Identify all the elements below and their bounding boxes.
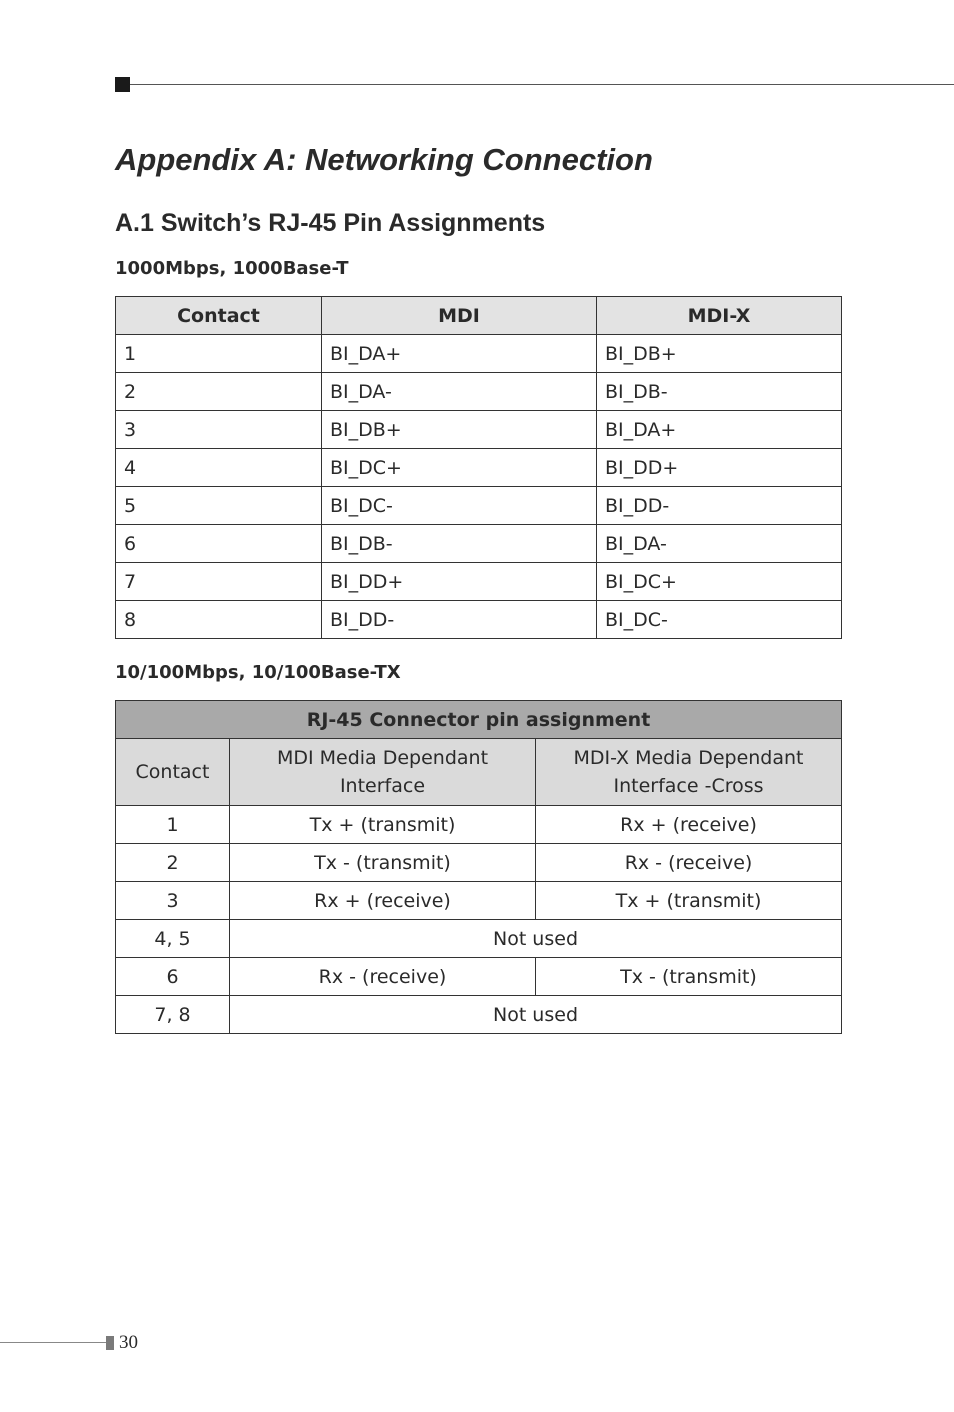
- mdi-cell: BI_DC+: [322, 449, 597, 487]
- mdi-x-cell: Tx - (transmit): [536, 958, 842, 996]
- mdi-cell: BI_DD-: [322, 601, 597, 639]
- table-row: [116, 958, 842, 996]
- contact-cell: 2: [116, 844, 230, 882]
- mdi-cell: BI_DD+: [322, 563, 597, 601]
- not-used-cell: Not used: [230, 996, 842, 1034]
- header-rule: [130, 84, 954, 85]
- contact-cell: 7, 8: [116, 996, 230, 1034]
- mdi-x-cell: Rx + (receive): [536, 806, 842, 844]
- page-number: 30: [119, 1332, 138, 1353]
- contact-cell: 2: [116, 373, 322, 411]
- contact-cell: 3: [116, 882, 230, 920]
- mdi-x-cell: BI_DC-: [597, 601, 842, 639]
- contact-cell: 1: [116, 335, 322, 373]
- header-square-marker: [115, 77, 130, 92]
- table-row: [116, 373, 842, 411]
- table-row: [116, 525, 842, 563]
- footer-rule: [0, 1342, 106, 1343]
- mdi-cell: Tx + (transmit): [230, 806, 536, 844]
- footer-square-marker: [106, 1336, 114, 1350]
- table-row: [116, 601, 842, 639]
- contact-cell: 6: [116, 525, 322, 563]
- table-caption-row: [116, 701, 842, 739]
- table-row: [116, 844, 842, 882]
- mdi-x-cell: BI_DB+: [597, 335, 842, 373]
- mdi-cell: BI_DA-: [322, 373, 597, 411]
- contact-cell: 7: [116, 563, 322, 601]
- contact-cell: 4: [116, 449, 322, 487]
- table-row: [116, 563, 842, 601]
- mdi-x-cell: BI_DD-: [597, 487, 842, 525]
- table-row: [116, 335, 842, 373]
- table-row: [116, 882, 842, 920]
- mdi-x-cell: Rx - (receive): [536, 844, 842, 882]
- gigabit-heading: 1000Mbps, 1000Base-T: [115, 258, 349, 279]
- contact-cell: 8: [116, 601, 322, 639]
- mdi-cell: BI_DC-: [322, 487, 597, 525]
- column-header-mdi-x: MDI-X: [597, 297, 842, 335]
- column-header-mdi: MDI Media Dependant Interface: [230, 739, 536, 806]
- mdi-cell: BI_DB+: [322, 411, 597, 449]
- contact-cell: 3: [116, 411, 322, 449]
- mdi-cell: Tx - (transmit): [230, 844, 536, 882]
- section-heading: A.1 Switch’s RJ-45 Pin Assignments: [115, 209, 546, 237]
- appendix-title: Appendix A: Networking Connection: [115, 142, 653, 177]
- table-row: [116, 996, 842, 1034]
- column-header-mdi-x: MDI-X Media Dependant Interface -Cross: [536, 739, 842, 806]
- mdi-x-cell: BI_DD+: [597, 449, 842, 487]
- gigabit-pin-table: [115, 296, 842, 639]
- mdi-x-cell: Tx + (transmit): [536, 882, 842, 920]
- fast-ethernet-pin-table: [115, 700, 842, 1034]
- fast-ethernet-heading: 10/100Mbps, 10/100Base-TX: [115, 662, 401, 683]
- mdi-x-cell: BI_DA-: [597, 525, 842, 563]
- table-caption: RJ-45 Connector pin assignment: [116, 701, 842, 739]
- table-header-row: [116, 739, 842, 806]
- mdi-cell: Rx + (receive): [230, 882, 536, 920]
- mdi-x-cell: BI_DB-: [597, 373, 842, 411]
- contact-cell: 6: [116, 958, 230, 996]
- contact-cell: 5: [116, 487, 322, 525]
- mdi-x-cell: BI_DA+: [597, 411, 842, 449]
- table-row: [116, 411, 842, 449]
- contact-cell: 1: [116, 806, 230, 844]
- column-header-contact: Contact: [116, 297, 322, 335]
- column-header-contact: Contact: [116, 739, 230, 806]
- mdi-x-cell: BI_DC+: [597, 563, 842, 601]
- mdi-cell: Rx - (receive): [230, 958, 536, 996]
- table-header-row: [116, 297, 842, 335]
- table-row: [116, 806, 842, 844]
- table-row: [116, 449, 842, 487]
- column-header-mdi: MDI: [322, 297, 597, 335]
- mdi-cell: BI_DB-: [322, 525, 597, 563]
- table-row: [116, 487, 842, 525]
- not-used-cell: Not used: [230, 920, 842, 958]
- table-row: [116, 920, 842, 958]
- contact-cell: 4, 5: [116, 920, 230, 958]
- mdi-cell: BI_DA+: [322, 335, 597, 373]
